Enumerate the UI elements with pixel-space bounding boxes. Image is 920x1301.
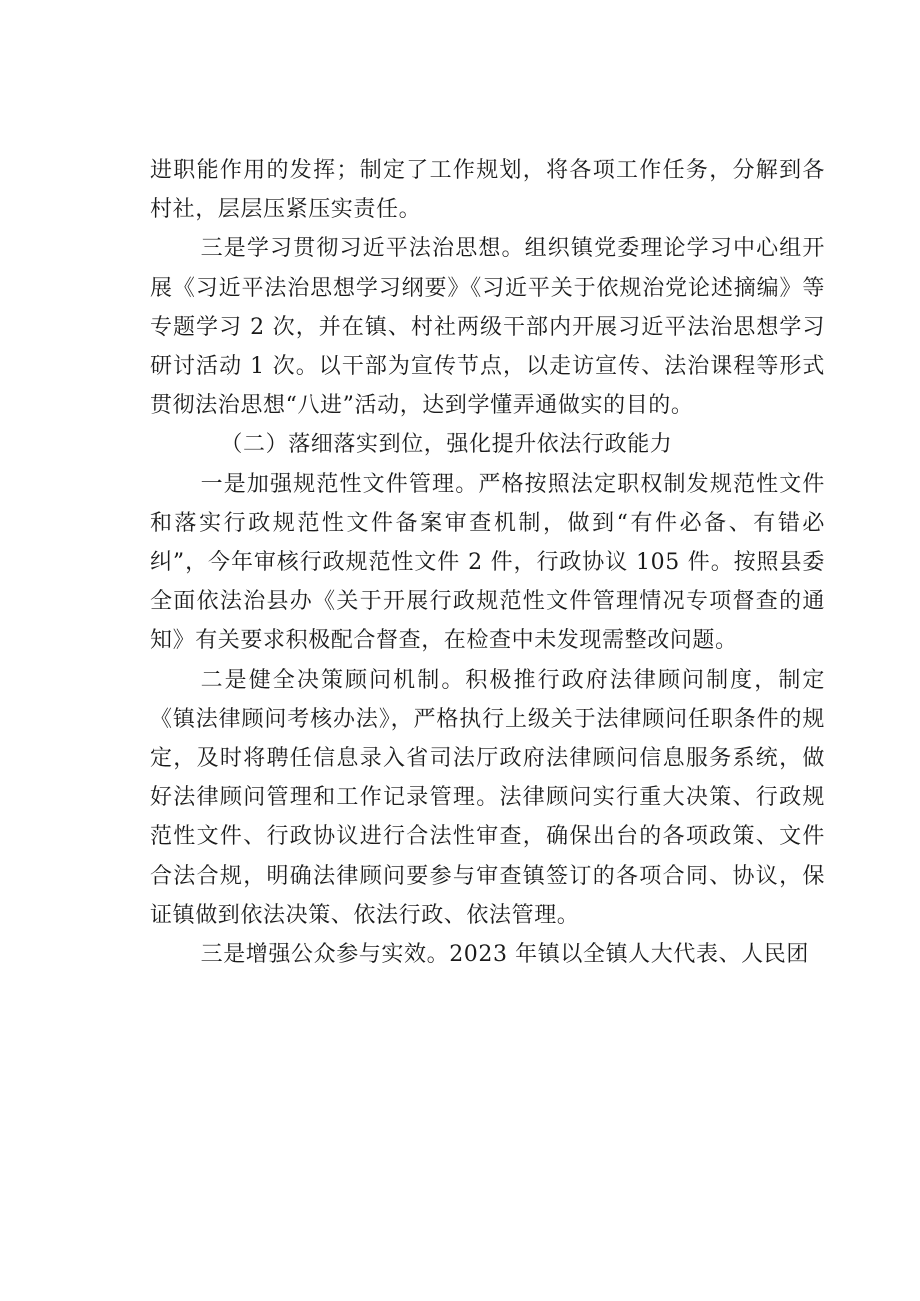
paragraph-legal-thought-study: 三是学习贯彻习近平法治思想。组织镇党委理论学习中心组开展《习近平法治思想学习纲要》《习近平关于依规治党论述摘编》等专题学习 2 次，并在镇、村社两级干部内开展习近平法治思想学习研讨活动 1 次。以干部为宣传节点，以走访宣传、法治课程等形式贯彻法治思想“八进”活动，达到学懂弄通做实的目的。 bbox=[150, 236, 825, 419]
paragraph-continuation: 进职能作用的发挥；制定了工作规划，将各项工作任务，分解到各村社，层层压紧压实责任。 bbox=[150, 158, 825, 223]
document-body bbox=[150, 151, 825, 974]
paragraph-normative-documents: 一是加强规范性文件管理。严格按照法定职权制发规范性文件和落实行政规范性文件备案审查机制，做到“有件必备、有错必纠”，今年审核行政规范性文件 2 件，行政协议 105 件。按照县委全面依法治县办《关于开展行政规范性文件管理情况专项督查的通知》有关要求积极配合督查，在检查中未发现需整改问题。 bbox=[150, 471, 825, 654]
paragraph-public-participation: 三是增强公众参与实效。2023 年镇以全镇人大代表、人民团 bbox=[200, 942, 809, 968]
section-heading-2: （二）落细落实到位，强化提升依法行政能力 bbox=[220, 432, 673, 458]
paragraph-legal-counsel: 二是健全决策顾问机制。积极推行政府法律顾问制度，制定《镇法律顾问考核办法》，严格执行上级关于法律顾问任职条件的规定，及时将聘任信息录入省司法厅政府法律顾问信息服务系统，做好法律顾问管理和工作记录管理。法律顾问实行重大决策、行政规范性文件、行政协议进行合法性审查，确保出台的各项政策、文件合法合规，明确法律顾问要参与审查镇签订的各项合同、协议，保证镇做到依法决策、依法行政、依法管理。 bbox=[150, 667, 825, 928]
